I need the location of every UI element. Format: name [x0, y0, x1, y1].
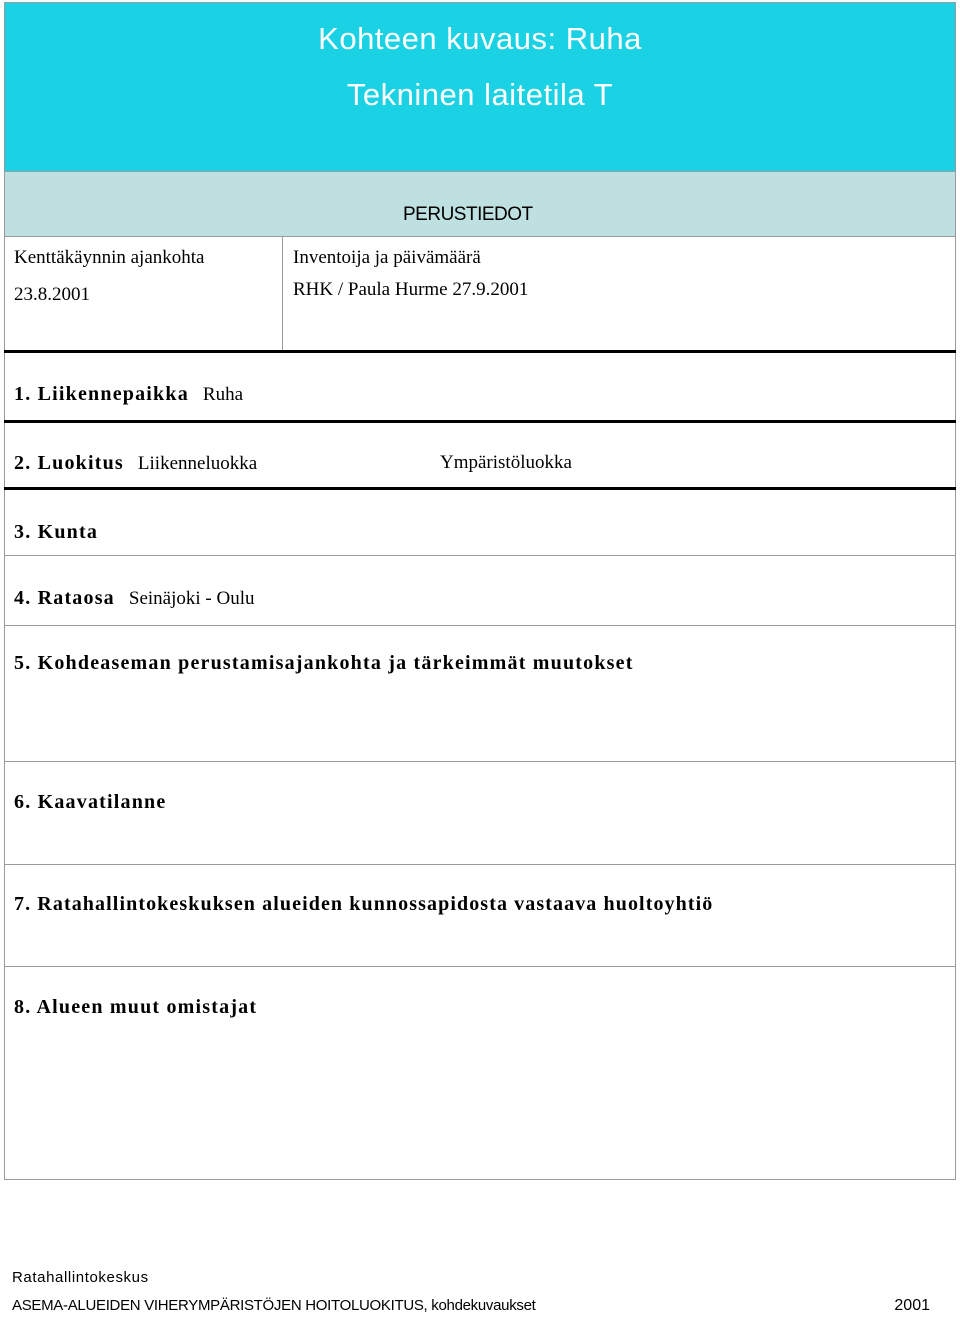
- section-label: 2. Luokitus: [14, 452, 124, 474]
- section-perustaminen: [14, 652, 634, 675]
- section-luokitus: [14, 452, 572, 475]
- left-border: [4, 352, 5, 1180]
- section-label: 1. Liikennepaikka: [14, 383, 189, 405]
- section-label: 4. Rataosa: [14, 587, 115, 609]
- section-value: Liikenneluokka: [137, 453, 258, 474]
- divider: [4, 555, 956, 556]
- page-title: Kohteen kuvaus: Ruha: [318, 21, 642, 56]
- section-value: Ruha: [202, 384, 244, 405]
- visit-label: Kenttäkäynnin ajankohta: [14, 247, 205, 268]
- section-label: 6. Kaavatilanne: [14, 791, 167, 813]
- column-divider: [282, 236, 283, 350]
- section-label: 5. Kohdeaseman perustamisajankohta ja tärkeimmät muutokset: [14, 652, 634, 674]
- right-border: [955, 352, 956, 1180]
- section-value: Ympäristöluokka: [440, 452, 572, 473]
- section-liikennepaikka: [14, 383, 243, 406]
- section-value: Seinäjoki - Oulu: [128, 588, 255, 609]
- page-subtitle: Tekninen laitetila T: [346, 77, 614, 112]
- inventory-label: Inventoija ja päivämäärä: [293, 247, 481, 268]
- section-kaavatilanne: [14, 791, 166, 814]
- divider: [4, 420, 956, 423]
- divider: [4, 350, 956, 353]
- basic-info-heading: PERUSTIEDOT: [403, 204, 533, 225]
- divider: [4, 761, 956, 762]
- section-rataosa: [14, 587, 255, 610]
- divider: [4, 864, 956, 865]
- divider: [4, 966, 956, 967]
- footer-organization: Ratahallintokeskus: [12, 1269, 149, 1286]
- section-label: 7. Ratahallintokeskuksen alueiden kunnossapidosta vastaava huoltoyhtiö: [14, 893, 714, 915]
- divider: [4, 1179, 956, 1180]
- section-kunta: [14, 521, 98, 544]
- basic-info-heading-bar: [5, 172, 955, 237]
- visit-value: 23.8.2001: [14, 284, 90, 305]
- footer-document-title: ASEMA-ALUEIDEN VIHERYMPÄRISTÖJEN HOITOLUOKITUS, kohdekuvaukset: [12, 1297, 536, 1314]
- footer-year: 2001: [894, 1297, 930, 1314]
- section-label: 8. Alueen muut omistajat: [14, 996, 258, 1018]
- section-huoltoyhtio: [14, 893, 713, 916]
- divider: [4, 625, 956, 626]
- section-muut-omistajat: [14, 996, 257, 1019]
- section-label: 3. Kunta: [14, 521, 99, 543]
- inventory-value: RHK / Paula Hurme 27.9.2001: [293, 279, 529, 300]
- header-banner: [4, 2, 956, 172]
- basic-info-section: [4, 172, 956, 352]
- divider: [4, 487, 956, 490]
